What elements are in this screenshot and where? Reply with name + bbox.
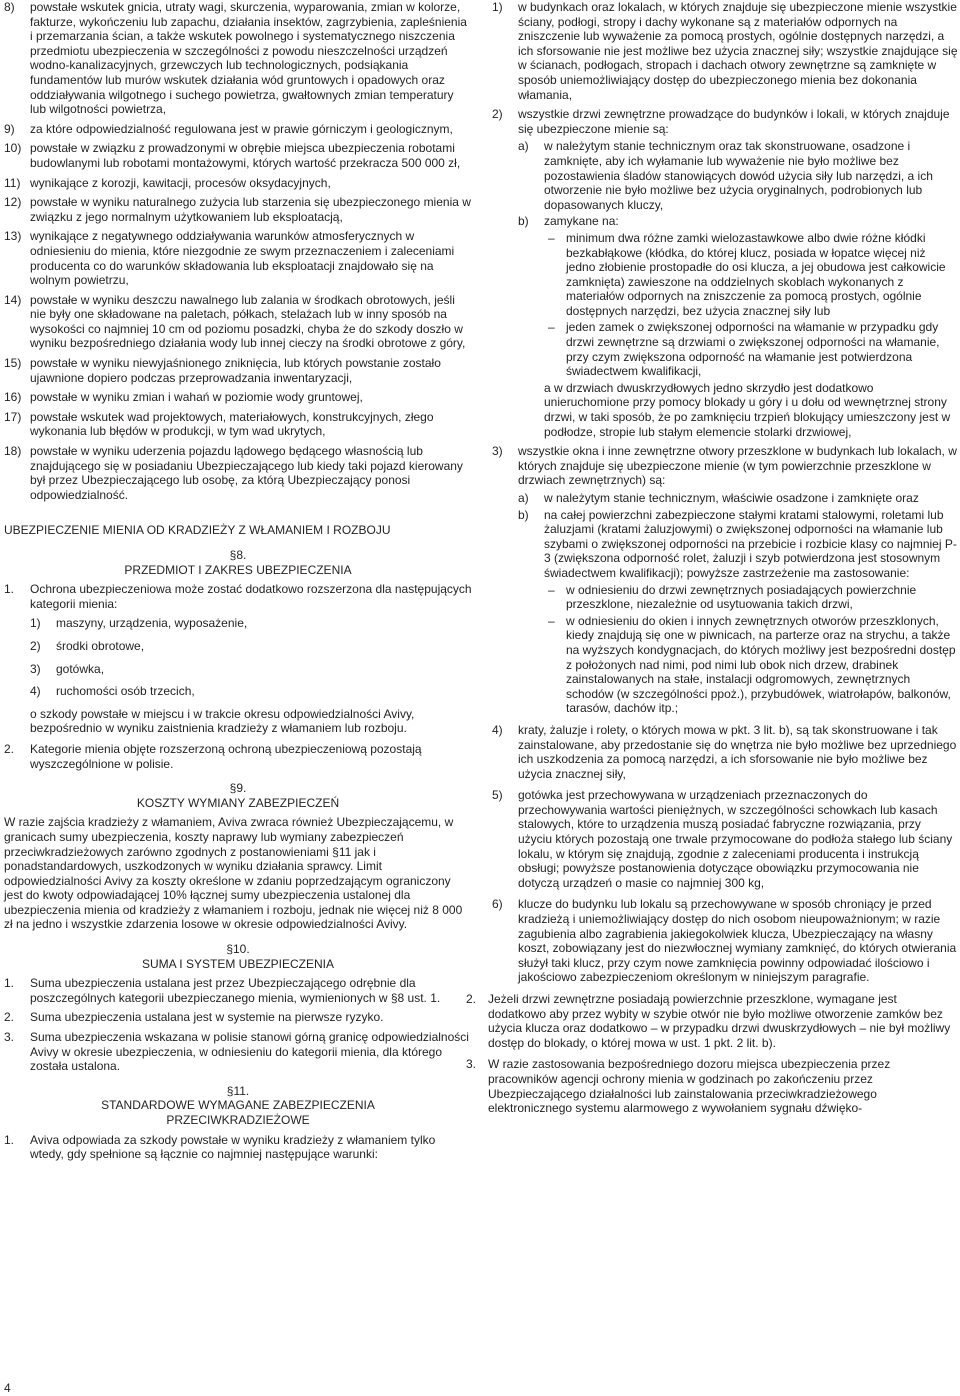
s10-point-1: [4, 976, 472, 1005]
s11-point-1: [4, 1133, 472, 1162]
requirement-3-b-dash-1: [544, 583, 958, 612]
requirement-2-a: [518, 139, 958, 212]
item-number: 17): [4, 409, 22, 424]
point-text: Aviva odpowiada za szkody powstałe w wyniku kradzieży z włamaniem tylko wtedy, gdy spełnione są łącznie co najmniej następujące warunki:: [30, 1132, 436, 1162]
s8-category-2: [30, 639, 472, 654]
paragraph-title-11-line1: STANDARDOWE WYMAGANE ZABEZPIECZENIA: [101, 1098, 375, 1113]
s9-text: W razie zajścia kradzieży z włamaniem, Aviva zwraca również Ubezpieczającemu, w granicach sumy ubezpieczenia, koszty naprawy lub wymiany zabezpieczeń przeciwkradzieżowych zarówno zgodnych z postanowieniami §11 jak i ponadstandardowych, uszkodzonych w wyniku działania sprawcy. Limit odpowiedzialności Avivy za koszty określone w zdaniu poprzedzającym ograniczony jest do kwoty odpowiadającej 10% łącznej sumy ubezpieczenia ustalonej dla ubezpieczenia mienia od kradzieży z włamaniem i rozboju, jednak nie więcej niż 8 000 zł na jedno i wszystkie zdarzenia losowe w okresie odpowiedzialności Avivy.: [4, 815, 463, 932]
item-text: powstałe w wyniku naturalnego zużycia lub starzenia się ubezpieczonego mienia w związku z jego normalnym użytkowaniem lub eksploatacją,: [30, 195, 471, 224]
item-number: 12): [4, 195, 22, 210]
dash-marker: –: [548, 320, 555, 335]
left-column: [4, 0, 472, 1167]
exclusion-item-17: [4, 410, 472, 439]
item-number: 3): [492, 444, 503, 459]
exclusion-item-16: [4, 390, 472, 405]
requirement-2: [492, 107, 958, 136]
point-text: Suma ubezpieczenia ustalana jest przez Ubezpieczającego odrębnie dla poszczególnych kategorii ubezpieczanego mienia, wymienionych w §8 ust. 1.: [30, 976, 441, 1005]
point-text: Suma ubezpieczenia ustalana jest w systemie na pierwsze ryzyko.: [30, 1010, 384, 1025]
dash-text: w odniesieniu do okien i innych zewnętrznych otworów przeszklonych, kiedy znajdują się one w piwnicach, na parterze oraz na strychu, a także na wyższych kondygnacjach, do których możliwy jest bezpośredni dostęp z położonych nad nimi, pod nimi lub obok nich drzew, drabinek zainstalowanych na stałe, instalacji odgromowych, zewnętrznych schodów (w szczególności ppoż.), przybudówek, wiatrołapów, balkonów, tarasów, dachów itp.;: [566, 613, 956, 716]
item-text: powstałe w wyniku niewyjaśnionego zniknięcia, lub których powstanie zostało ujawnione dopiero podczas przeprowadzania inwentaryzacji,: [30, 356, 441, 385]
sub-letter: b): [518, 214, 529, 229]
point-number: 3.: [466, 1057, 477, 1072]
point-number: 3.: [4, 1030, 15, 1045]
dash-text: w odniesieniu do drzwi zewnętrznych posiadających powierzchnie przeszklone, niezależnie od usytuowania takich drzwi,: [566, 582, 917, 612]
dash-marker: –: [548, 230, 555, 245]
category-text: gotówka,: [56, 661, 105, 676]
s8-point-2: [4, 742, 472, 771]
requirement-2-b: [518, 214, 958, 229]
s8-category-1: [30, 616, 472, 631]
item-number: 6): [492, 897, 503, 912]
item-text: w budynkach oraz lokalach, w których znajduje się ubezpieczone mienie wszystkie ściany, podłogi, stropy i dachy wykonane są z materiałów odpornych na zniszczenie lub wyważenie za pomocą prostych, ogólnie dostępnych narzędzi, a ich sforsowanie nie jest możliwe bez użycia znacznej siły; wszystkie znajdujące się w ścianach, podłogach, stropach i dachach otwory zewnętrzne są zamknięte w sposób uniemożliwiający dostęp do ubezpieczonego mienia bez dokonania włamania,: [518, 0, 958, 102]
item-text: wynikające z korozji, kawitacji, procesów oksydacyjnych,: [30, 175, 331, 190]
item-text: gotówka jest przechowywana w urządzeniach przeznaczonych do przechowywania wartości pieniężnych, w szczególności schowkach lub kasach stalowych, które to urządzenia muszą posiadać fabryczne rozwiązania, przy użyciu których pozostają one trwale przymocowane do podłoża stałego lub ściany lokalu, w którym się znajdują, zgodnie z zaleceniami producenta i instrukcją obsługi; powyższe postanowienia dotyczące obowiązku przymocowania nie dotyczą urządzeń o masie co najmniej 300 kg,: [518, 788, 953, 890]
s8-category-4: [30, 684, 472, 699]
item-text: powstałe w wyniku uderzenia pojazdu lądowego będącego własnością lub znajdującego się w posiadaniu Ubezpieczającego lub kiedy taki pojazd kierowany był przez Ubezpieczającego lub osobę, za którą Ubezpieczający ponosi odpowiedzialność.: [30, 444, 463, 502]
point-number: 1.: [4, 976, 15, 991]
item-number: 11): [4, 175, 21, 190]
item-text: wszystkie okna i inne zewnętrzne otwory przeszklone w budynkach lub lokalach, w których znajduje się ubezpieczone mienie (w tym powierzchnie przeszklone w drzwiach zewnętrznych) są:: [518, 444, 957, 488]
item-text: powstałe w wyniku zmian i wahań w poziomie wody gruntowej,: [30, 390, 363, 405]
item-number: 18): [4, 444, 22, 459]
sub-text: w należytym stanie technicznym, właściwie osadzone i zamknięte oraz: [544, 491, 919, 505]
item-number: 2): [492, 107, 503, 122]
dash-text: jeden zamek o zwiększonej odporności na włamanie w przypadku gdy drzwi zewnętrzne są drzwiami o zwiększonej odporności na włamanie, przy czym zwiększona odporność na włamanie jest potwierdzona świadectwem kwalifikacji,: [566, 320, 940, 379]
category-number: 4): [30, 684, 41, 699]
paragraph-title-10: SUMA I SYSTEM UBEZPIECZENIA: [141, 956, 335, 971]
requirement-3-b-dash-2: [544, 614, 958, 716]
exclusion-item-14: [4, 293, 472, 351]
s11-point-2: [466, 992, 958, 1050]
point-text: W razie zastosowania bezpośredniego dozoru miejsca ubezpieczenia przez pracowników agencji ochrony mienia w godzinach po zakończeniu przez Ubezpieczającego działalności lub zainstalowania przeciwkradzieżowego elektronicznego systemu alarmowego z wywołaniem sygnału dźwięko-: [488, 1057, 891, 1116]
exclusion-item-18: [4, 444, 472, 502]
s8-point-1: [4, 582, 472, 611]
item-number: 14): [4, 292, 22, 307]
item-text: kraty, żaluzje i rolety, o których mowa w pkt. 3 lit. b), są tak skonstruowane i tak zainstalowane, aby przedostanie się do wnętrza nie było możliwe bez uprzedniego ich uszkodzenia za pomocą narzędzi, a ich sforsowanie nie było możliwe bez użycia znacznej siły,: [518, 722, 957, 781]
requirement-6: [492, 897, 958, 985]
exclusion-item-13: [4, 229, 472, 287]
dash-marker: –: [548, 613, 555, 628]
item-number: 13): [4, 229, 22, 244]
paragraph-title-9: KOSZTY WYMIANY ZABEZPIECZEŃ: [136, 795, 340, 810]
sub-letter: a): [518, 491, 529, 505]
sub-letter: b): [518, 507, 529, 522]
item-number: 1): [492, 0, 503, 14]
point-text: Ochrona ubezpieczeniowa może zostać dodatkowo rozszerzona dla następujących kategorii mienia:: [30, 582, 472, 611]
requirement-3-a: [518, 491, 958, 506]
sub-text: zamykane na:: [544, 214, 619, 229]
point-number: 2.: [4, 1010, 15, 1025]
item-text: powstałe w związku z prowadzonymi w obrębie miejsca ubezpieczenia robotami budowlanymi lub robotami montażowymi, których wartość przekracza 500 000 zł,: [30, 141, 461, 170]
section-title: UBEZPIECZENIE MIENIA OD KRADZIEŻY Z WŁAMANIEM I ROZBOJU: [4, 523, 391, 538]
paragraph-number-9: §9.: [229, 781, 247, 796]
paragraph-title-8: PRZEDMIOT I ZAKRES UBEZPIECZENIA: [124, 562, 352, 577]
item-number: 4): [492, 722, 503, 737]
item-number: 5): [492, 788, 503, 803]
s10-point-3: [4, 1030, 472, 1074]
category-text: maszyny, urządzenia, wyposażenie,: [56, 616, 248, 631]
sub-text: w należytym stanie technicznym oraz tak skonstruowane, osadzone i zamknięte, aby ich wyłamanie lub wyważenie nie było możliwe bez pozostawienia śladów stanowiących dowód użycia siły lub narzędzi, a ich otworzenie nie było możliwe bez użycia oryginalnych, podrobionych lub dopasowanych kluczy,: [544, 139, 933, 212]
s11-point-3: [466, 1057, 958, 1115]
point-number: 1.: [4, 1132, 15, 1147]
item-text: powstałe w wyniku deszczu nawalnego lub zalania w środkach obrotowych, jeśli nie były one składowane na paletach, półkach, stelażach lub w inny sposób na wysokości co najmniej 10 cm od poziomu posadzki, chyba że do szkody doszło w wyniku bezpośredniego działania wody lub innej cieczy na środki obrotowe z góry,: [30, 292, 466, 351]
exclusion-item-12: [4, 195, 472, 224]
item-number: 10): [4, 141, 22, 156]
item-text: powstałe wskutek wad projektowych, materiałowych, konstrukcyjnych, złego wykonania lub błędów w produkcji, w tym wad ukrytych,: [30, 409, 434, 439]
paragraph-number-8: §8.: [229, 548, 247, 562]
item-text: za które odpowiedzialność regulowana jest w prawie górniczym i geologicznym,: [30, 121, 453, 136]
s8-category-3: [30, 662, 472, 677]
dash-marker: –: [548, 582, 555, 597]
sub-text: na całej powierzchni zabezpieczone stałymi kratami stalowymi, roletami lub żaluzjami (kratami żaluzjowymi) o zwiększonej odporności na włamanie lub szybami o zwiększonej odporności na przebicie i rozbicie klasy co najmniej P-3 (zwiększona odporność rolet, żaluzji i szyb potwierdzona jest stosownym świadectwem kwalifikacji); powyższe zastrzeżenie ma zastosowanie:: [544, 507, 957, 580]
s10-point-2: [4, 1010, 472, 1025]
requirement-2-b-dash-1: [544, 231, 958, 319]
item-number: 8): [4, 0, 15, 14]
exclusion-item-11: [4, 176, 472, 191]
requirement-4: [492, 723, 958, 781]
requirement-2-tail: a w drzwiach dwuskrzydłowych jedno skrzydło jest dodatkowo unieruchomione przy pomocy blokady u góry i u dołu od wewnętrznej strony drzwi, w taki sposób, że po zamknięciu trzpień blokujący umieszczony jest w podłodze, stropie lub stałym elemencie stolarki drzwiowej,: [544, 380, 951, 439]
exclusion-item-9: [4, 122, 472, 137]
point-text: Suma ubezpieczenia wskazana w polisie stanowi górną granicę odpowiedzialności Avivy w okresie ubezpieczenia, w odniesieniu do kategorii mienia, dla którego została ustalona.: [30, 1030, 469, 1074]
requirement-5: [492, 788, 958, 890]
point-text: Jeżeli drzwi zewnętrzne posiadają powierzchnie przeszklone, wymagane jest dodatkowo aby przez wybity w szybie otwór nie było możliwe otworzenie zamków bez użycia klucza oraz dodatkowo – w przypadku drzwi dwuskrzydłowych – nie był możliwy dostęp do blokady, o której mowa w ust. 1 pkt. 2 lit. b).: [488, 992, 951, 1050]
category-text: ruchomości osób trzecich,: [56, 684, 195, 699]
category-number: 1): [30, 616, 41, 631]
point-number: 2.: [466, 992, 477, 1006]
s8-point-1-tail: o szkody powstałe w miejscu i w trakcie okresu odpowiedzialności Avivy, bezpośrednio w wyniku zaistnienia kradzieży z włamaniem lub rozboju.: [30, 706, 415, 736]
paragraph-number-11: §11.: [226, 1083, 250, 1098]
exclusion-item-10: [4, 141, 472, 170]
point-number: 1.: [4, 582, 15, 597]
item-text: klucze do budynku lub lokalu są przechowywane w sposób chroniący je przed kradzieżą i uniemożliwiający dostęp do nich osobom nieupoważnionym; w razie zagubienia albo zagrabienia jakiegokolwiek klucza, Ubezpieczający na własny koszt, zobowiązany jest do niezwłocznej wymiany zamknięć, do których otwierania służył taki klucz, przy czym nowe zamknięcia powinny odpowiadać ilościowo i jakościowo zabezpieczeniom określonym w niniejszym paragrafie.: [518, 897, 957, 985]
page-number: 4: [4, 1381, 11, 1395]
exclusion-item-15: [4, 356, 472, 385]
paragraph-number-10: §10.: [226, 942, 250, 957]
paragraph-title-11-line2: PRZECIWKRADZIEŻOWE: [166, 1113, 310, 1127]
requirement-1: [492, 0, 958, 102]
item-number: 16): [4, 390, 22, 405]
item-text: powstałe wskutek gnicia, utraty wagi, skurczenia, wyparowania, zmian w kolorze, fakturze, wykończeniu lub zapachu, działania insektów, zagrzybienia, zapleśnienia i przemarzania ścian, a także wskutek powolnego i systematycznego niszczenia przedmiotu ubezpieczenia w szczególności z powodu nieszczelności urządzeń wodno-kanalizacyjnych, grzewczych lub technologicznych, podsiąkania fundamentów lub murów wskutek działania wód gruntowych i opadowych oraz oddziaływania wilgotnego i suchego powietrza, gwałtownych zmian temperatury lub wilgotności powietrza,: [30, 0, 467, 117]
item-text: wynikające z negatywnego oddziaływania warunków atmosferycznych w odniesieniu do mienia, które niezgodnie ze swym przeznaczeniem i zaleceniami producenta co do warunków składowania lub eksploatacji znajdowało się na wolnym powietrzu,: [30, 229, 455, 288]
right-column: [466, 0, 958, 1121]
item-text: wszystkie drzwi zewnętrzne prowadzące do budynków i lokali, w których znajduje się ubezpieczone mienie są:: [518, 107, 950, 136]
exclusion-item-8: [4, 0, 472, 117]
dash-text: minimum dwa różne zamki wielozastawkowe albo dwie różne kłódki bezkabłąkowe (kłódka, do której klucz, posiada w łopatce więcej niż jedno złobienie prostopadłe do osi klucza, a jej obudowa jest całkowicie zamknięta) zawieszone na oddzielnych skoblach wykonanych z materiałów odpornych na zniszczenie za pomocą prostych, ogólnie dostępnych narzędzi, bez użycia znacznej siły lub: [566, 230, 946, 318]
requirement-3: [492, 444, 958, 488]
category-number: 3): [30, 661, 41, 676]
category-text: środki obrotowe,: [56, 638, 145, 653]
category-number: 2): [30, 638, 41, 653]
requirement-3-b: [518, 508, 958, 581]
sub-letter: a): [518, 139, 529, 154]
point-text: Kategorie mienia objęte rozszerzoną ochroną ubezpieczeniową pozostają wyszczególnione w polisie.: [30, 741, 422, 771]
point-number: 2.: [4, 741, 15, 756]
requirement-2-b-dash-2: [544, 320, 958, 378]
item-number: 9): [4, 121, 15, 136]
item-number: 15): [4, 356, 22, 371]
